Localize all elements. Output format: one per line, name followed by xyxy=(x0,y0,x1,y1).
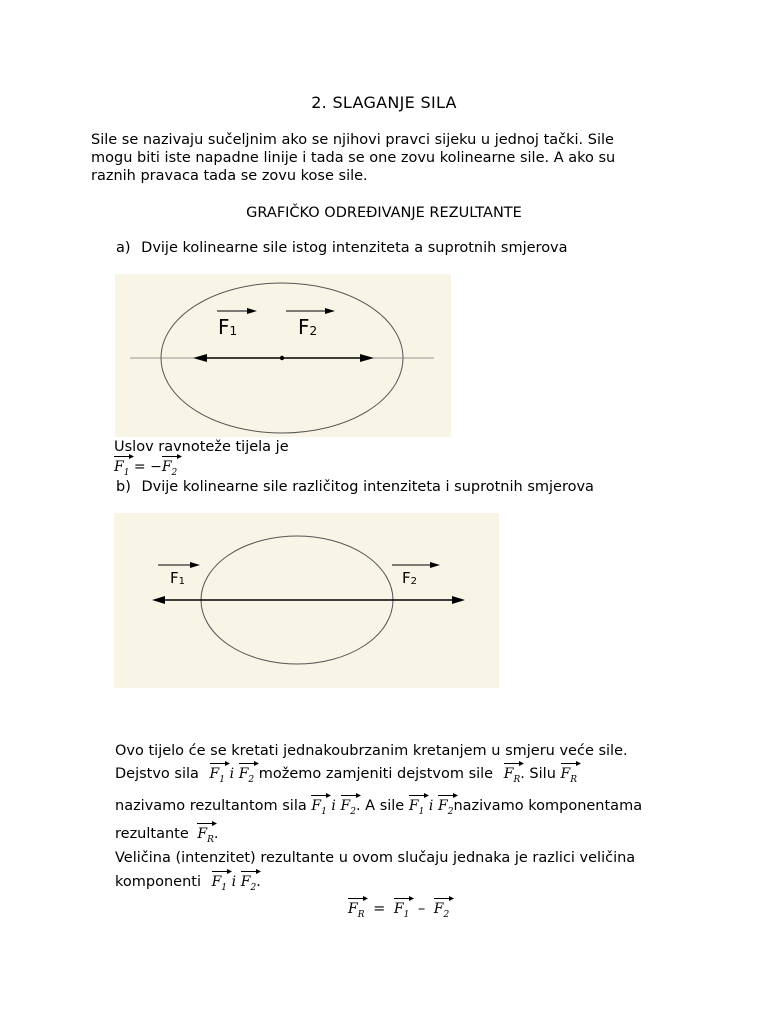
para-line-1: Ovo tijelo će se kretati jednakoubrzanim kretanjem u smjeru veće sile. xyxy=(115,743,628,759)
para-line-6: komponenti $F_1$ i $F_2$. xyxy=(115,869,261,897)
section-heading: GRAFIČKO ODREĐIVANJE REZULTANTE xyxy=(246,205,522,221)
page-title: 2. SLAGANJE SILA xyxy=(311,93,457,112)
f1-vector: $F_1$ xyxy=(409,793,424,821)
fr-vector: $F_R$ xyxy=(561,761,578,789)
f2-label: F2 xyxy=(298,315,318,339)
conjunction: i xyxy=(229,766,235,782)
figure-1-drawing xyxy=(115,274,451,437)
item-b-text: Dvije kolinearne sile različitog intenziteta i suprotnih smjerova xyxy=(141,479,594,495)
figure-collinear-equal xyxy=(115,274,451,437)
conjunction: i xyxy=(331,798,336,814)
arrow-right-head xyxy=(360,354,374,362)
equilibrium-text: Uslov ravnoteže tijela je xyxy=(114,439,289,455)
para-line-2: Dejstvo sila $F_1$ i $F_2$ možemo zamjeniti dejstvom sile $F_R$. Silu $F_R$ xyxy=(115,761,577,789)
f2-vector-head xyxy=(325,308,335,314)
arrow-left-head xyxy=(193,354,207,362)
f2-label: F2 xyxy=(402,569,418,587)
arrow-left-head xyxy=(152,596,165,604)
item-b xyxy=(116,478,594,496)
f1-vector: $F_1$ xyxy=(394,896,409,924)
f1-vector: $F_1$ xyxy=(210,761,225,789)
f1-label: F1 xyxy=(170,569,186,587)
intro-line-2: mogu biti iste napadne linije i tada se one zovu kolinearne sile. A ako su xyxy=(91,150,616,166)
application-point xyxy=(280,356,284,360)
f2-vector: $F_2$ xyxy=(434,896,449,924)
figure-2-drawing xyxy=(114,513,499,688)
intro-line-1: Sile se nazivaju sučeljnim ako se njihovi pravci sijeku u jednoj tački. Sile xyxy=(91,132,614,148)
fr-vector: $F_R$ xyxy=(348,896,365,924)
fr-vector: $F_R$ xyxy=(197,821,214,849)
para-line-4: rezultante $F_R$. xyxy=(115,821,218,849)
figure-collinear-different xyxy=(114,513,499,688)
f1-vector-head xyxy=(247,308,257,314)
equals-minus: = − xyxy=(129,459,162,475)
conjunction: i xyxy=(231,874,237,890)
f1-label: F1 xyxy=(218,315,238,339)
intro-line-3: raznih pravaca tada se zovu kose sile. xyxy=(91,168,368,184)
conjunction: i xyxy=(428,798,434,814)
f2-vector: $F_2$ xyxy=(162,454,177,482)
item-a-marker: a) xyxy=(116,240,131,256)
minus-sign: – xyxy=(417,901,426,917)
item-a-text: Dvije kolinearne sile istog intenziteta a suprotnih smjerova xyxy=(141,240,568,256)
item-a xyxy=(116,239,568,257)
fr-vector: $F_R$ xyxy=(504,761,521,789)
equals-sign: = xyxy=(373,901,386,917)
f2-vector: $F_2$ xyxy=(241,869,256,897)
f2-vector: $F_2$ xyxy=(239,761,254,789)
f1-vector: $F_1$ xyxy=(114,454,129,482)
item-b-marker: b) xyxy=(116,479,131,495)
f1-vector: $F_1$ xyxy=(311,793,326,821)
arrow-right-head xyxy=(452,596,465,604)
para-line-5: Veličina (intenzitet) rezultante u ovom slučaju jednaka je razlici veličina xyxy=(115,850,636,866)
f1-vector-head xyxy=(190,562,200,568)
f1-vector: $F_1$ xyxy=(212,869,227,897)
result-formula xyxy=(348,896,449,924)
f2-vector-head xyxy=(430,562,440,568)
para-line-3: nazivamo rezultantom sila $F_1$ i $F_2$. A sile $F_1$ i $F_2nazivamo$ komponentama xyxy=(115,793,642,821)
f2-vector: $F_2$ xyxy=(438,793,453,821)
f2-vector: $F_2$ xyxy=(341,793,356,821)
